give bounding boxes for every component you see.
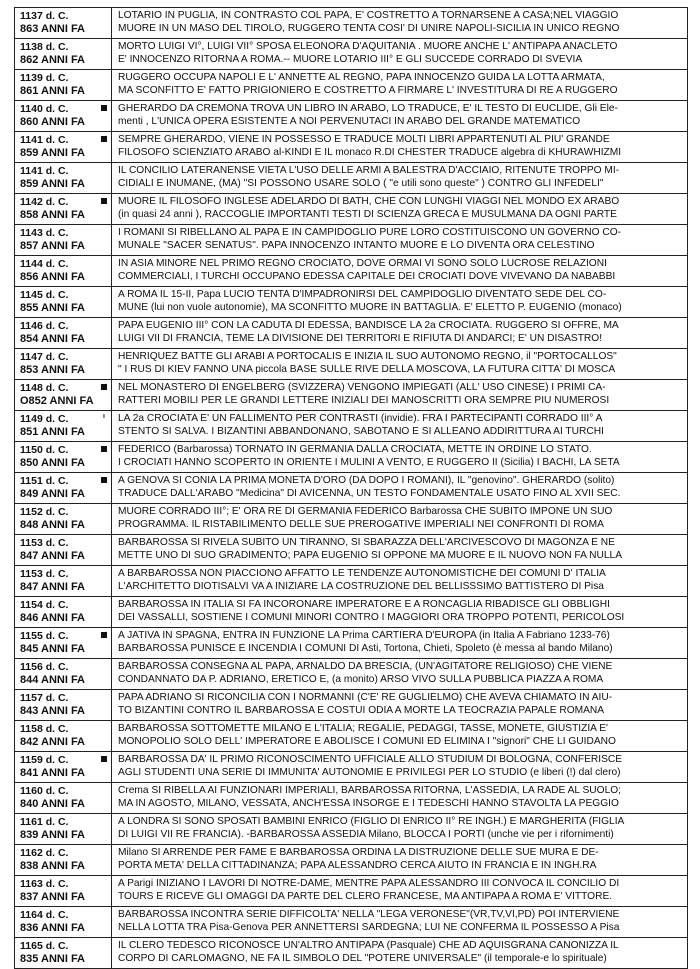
year-label: 1146 d. C. [20,320,69,332]
chronology-row [15,39,688,70]
event-text-line: A GENOVA SI CONIA LA PRIMA MONETA D'ORO (DA DOPO I ROMANI), IL "genovino". GHERARDO (solito) [118,475,615,486]
event-description [112,380,688,411]
event-text-line: " I RUS DI KIEV FANNO UNA piccola BASE SULLE RIVE DELLA MOSCOVA, LA FUTURA CITTA' DI MOSCA [118,364,616,376]
event-text-line: IL CONCILIO LATERANENSE VIETA L'USO DELLE ARMI A BALESTRA D'ACCIAIO, RITENUTE TROPPO MI- [118,165,620,176]
year-label: 1138 d. C. [20,41,69,53]
years-ago-label: 860 ANNI FA [20,116,86,128]
years-ago-label: 862 ANNI FA [20,54,86,66]
date-cell [15,473,112,504]
date-cell [15,101,112,132]
year-label: 1153 d. C. [20,568,69,580]
chronology-table [14,7,688,969]
chronology-row [15,690,688,721]
years-ago-label: 843 ANNI FA [20,705,86,717]
event-text-line: (in quasi 24 anni ), RACCOGLIE IMPORTANTI TESTI DI SCIENZA GRECA E MUSULMANA DA OGNI PARTE [118,209,617,221]
event-description [112,132,688,163]
date-cell [15,690,112,721]
event-description [112,721,688,752]
date-cell [15,411,112,442]
chronology-row [15,566,688,597]
event-description [112,287,688,318]
event-text-line: A Parigi INIZIANO I LAVORI DI NOTRE-DAME, MENTRE PAPA ALESSANDRO III CONVOCA IL CONCILIO DI [118,878,620,889]
event-text-line: COMMERCIALI, I TURCHI OCCUPANO EDESSA CAPITALE DEI CROCIATI DOVE VIVEVANO DA NABABBI [118,271,616,283]
event-text-line: MUORE IL FILOSOFO INGLESE ADELARDO DI BATH, CHE CON LUNGHI VIAGGI NEL MONDO EX ARABO [118,196,620,207]
event-text-line: IN ASIA MINORE NEL PRIMO REGNO CROCIATO, DOVE ORMAI VI SONO SOLO LUCROSE RELAZIONI [118,258,607,269]
years-ago-label: 859 ANNI FA [20,147,86,159]
event-text-line: NELLA LOTTA TRA Pisa-Genova PER ANNETTERSI SARDEGNA; LUI NE CONFERMA IL POSSESSO A Pisa [118,922,620,934]
years-ago-label: 836 ANNI FA [20,922,86,934]
event-text-line: Milano SI ARRENDE PER FAME E BARBAROSSA ORDINA LA DISTRUZIONE DELLE SUE MURA E DE- [118,847,599,858]
event-text-line: MA IN AGOSTO, MILANO, VESSATA, ANCH'ESSA INSORGE E I TEDESCHI HANNO STAVOLTA LA PEGGIO [118,798,619,810]
chronology-row [15,721,688,752]
year-label: 1156 d. C. [20,661,69,673]
event-description [112,504,688,535]
event-text-line: STENTO SI SALVA. I BIZANTINI ABBANDONANO, SABOTANO E SI ALLEANO ADDIRITTURA AI TURCHI [118,426,604,438]
chronology-row [15,876,688,907]
year-label: 1143 d. C. [20,227,69,239]
square-bullet-icon [101,198,107,204]
years-ago-label: 839 ANNI FA [20,829,86,841]
event-description [112,752,688,783]
event-text-line: BARBAROSSA SOTTOMETTE MILANO E L'ITALIA; REGALIE, PEDAGGI, TASSE, MONETE, GIUSTIZIA E' [118,723,608,734]
date-cell [15,752,112,783]
chronology-row [15,225,688,256]
event-description [112,8,688,39]
date-cell [15,318,112,349]
chronology-row [15,287,688,318]
event-text-line: MA SCONFITTO E' FATTO PRIGIONIERO E COSTRETTO A FIRMARE L' INVESTITURA DI RE A RUGGERO [118,85,618,97]
year-label: 1152 d. C. [20,506,69,518]
years-ago-label: 850 ANNI FA [20,457,86,469]
date-cell [15,8,112,39]
years-ago-label: 842 ANNI FA [20,736,86,748]
event-description [112,163,688,194]
event-description [112,194,688,225]
event-text-line: AGLI STUDENTI UNA SERIE DI IMMUNITA' AUTONOMIE E PRIVILEGI PER LO STUDIO (e liberi (!) dal clero) [118,767,621,779]
event-text-line: I ROMANI SI RIBELLANO AL PAPA E IN CAMPIDOGLIO PURE LORO COSTITUISCONO UN GOVERNO CO- [118,227,622,238]
event-description [112,783,688,814]
chronology-row [15,628,688,659]
years-ago-label: 847 ANNI FA [20,581,86,593]
year-label: 1141 d. C. [20,134,69,146]
date-cell [15,225,112,256]
event-text-line: E' INNOCENZO RITORNA A ROMA.-- MUORE LOTARIO III° E GLI SUCCEDE CORRADO DI SVEVIA [118,54,583,66]
year-label: 1145 d. C. [20,289,69,301]
chronology-row [15,938,688,969]
year-label: 1148 d. C. [20,382,69,394]
event-description [112,597,688,628]
event-description [112,256,688,287]
chronology-row [15,411,688,442]
years-ago-label: 853 ANNI FA [20,364,86,376]
square-bullet-icon [101,105,107,111]
square-bullet-icon [101,446,107,452]
years-ago-label: 861 ANNI FA [20,85,86,97]
event-text-line: FEDERICO (Barbarossa) TORNATO IN GERMANIA DALLA CROCIATA, METTE IN ORDINE LO STATO. [118,444,592,455]
years-ago-label: 845 ANNI FA [20,643,86,655]
event-description [112,535,688,566]
event-description [112,411,688,442]
event-text-line: MUNALE "SACER SENATUS". PAPA INNOCENZO INTANTO MUORE E LO DIVENTA ORA CELESTINO [118,240,595,252]
date-cell [15,628,112,659]
year-label: 1137 d. C. [20,10,69,22]
event-text-line: CORPO DI CARLOMAGNO, NE FA IL SIMBOLO DEL "POTERE UNIVERSALE" (il temporale-e lo spirituale) [118,953,607,965]
event-text-line: TRADUCE DALL'ARABO "Medicina" DI AVICENNA, UN TESTO FONDAMENTALE USATO FINO AL XVII SEC. [118,488,621,500]
chronology-rows [15,8,688,969]
year-label: 1144 d. C. [20,258,69,270]
event-description [112,101,688,132]
event-text-line: PAPA EUGENIO III° CON LA CADUTA DI EDESSA, BANDISCE LA 2a CROCIATA. RUGGERO SI OFFRE, MA [118,320,619,331]
event-text-line: PAPA ADRIANO SI RICONCILIA CON I NORMANNI (C'E' RE GUGLIELMO) CHE AVEVA CHIAMATO IN AIU- [118,692,613,703]
year-label: 1153 d. C. [20,537,69,549]
year-label: 1139 d. C. [20,72,69,84]
event-text-line: A LONDRA SI SONO SPOSATI BAMBINI ENRICO (FIGLIO DI ENRICO II° RE INGH.) E MARGHERITA (FIGLIA [118,816,625,827]
event-text-line: NEL MONASTERO DI ENGELBERG (SVIZZERA) VENGONO IMPIEGATI (ALL' USO CINESE) I PRIMI CA- [118,382,606,393]
event-description [112,690,688,721]
square-bullet-icon [101,384,107,390]
date-cell [15,597,112,628]
event-text-line: MUORE IN UN MASO DEL TIROLO, RUGGERO TENTA COSI' DI UNIRE NAPOLI-SICILIA IN UNICO REGNO [118,23,620,35]
event-text-line: Crema SI RIBELLA AI FUNZIONARI IMPERIALI, BARBAROSSA RITORNA, L'ASSEDIA, LA RADE AL SUOLO; [118,785,621,796]
event-description [112,70,688,101]
square-bullet-icon [101,632,107,638]
date-cell [15,907,112,938]
year-label: 1147 d. C. [20,351,69,363]
chronology-row [15,256,688,287]
date-cell [15,194,112,225]
event-text-line: DI LUIGI VII RE FRANCIA). -BARBAROSSA ASSEDIA Milano, BLOCCA I PORTI (unche vie per i rifornimenti) [118,829,614,841]
event-text-line: I CROCIATI HANNO SCOPERTO IN ORIENTE I MULINI A VENTO, E RUGGERO II (Sicilia) I BACHI, LA SETA [118,457,620,469]
event-text-line: MUNE (lui non vuole autonomie), MA SCONFITTO MUORE IN BATTAGLIA. E' ELETTO P. EUGENIO (monaco) [118,302,622,314]
chronology-row [15,907,688,938]
years-ago-label: 857 ANNI FA [20,240,86,252]
year-label: 1154 d. C. [20,599,69,611]
event-text-line: LOTARIO IN PUGLIA, IN CONTRASTO COL PAPA, E' COSTRETTO A TORNARSENE A CASA;NEL VIAGGIO [118,10,619,21]
year-label: 1162 d. C. [20,847,69,859]
event-text-line: IL CLERO TEDESCO RICONOSCE UN'ALTRO ANTIPAPA (Pasquale) CHE AD AQUISGRANA CANONIZZA IL [118,940,619,951]
years-ago-label: 863 ANNI FA [20,23,86,35]
year-label: 1163 d. C. [20,878,69,890]
event-text-line: LUIGI VII DI FRANCIA, TEME LA DIVISIONE DEI TERRITORI E RIFIUTA DI ANDARCI; E' UN DISASTRO! [118,333,603,345]
years-ago-label: 854 ANNI FA [20,333,86,345]
year-label: 1141 d. C. [20,165,69,177]
event-description [112,349,688,380]
years-ago-label: 837 ANNI FA [20,891,86,903]
square-bullet-icon [101,756,107,762]
chronology-row [15,659,688,690]
year-label: 1142 d. C. [20,196,69,208]
years-ago-label: 856 ANNI FA [20,271,86,283]
square-bullet-icon [101,136,107,142]
date-cell [15,349,112,380]
year-label: 1150 d. C. [20,444,69,456]
event-text-line: A BARBAROSSA NON PIACCIONO AFFATTO LE TENDENZE AUTONOMISTICHE DEI COMUNI D' ITALIA [118,568,606,579]
event-text-line: TO BIZANTINI CONTRO IL BARBAROSSA E COSTUI ODIA A MORTE LA TEOCRAZIA PAPALE ROMANA [118,705,605,717]
event-text-line: L'ARCHITETTO DIOTISALVI VA A INIZIARE LA COSTRUZIONE DEL BELLISSSIMO BATTISTERO DI Pisa [118,581,604,593]
date-cell [15,876,112,907]
event-text-line: DEI VASSALLI, SOSTIENE I COMUNI MINORI CONTRO I MAGGIORI ORA TROPPO POTENTI, PERICOLOSI [118,612,625,624]
chronology-row [15,101,688,132]
chronology-row [15,70,688,101]
event-text-line: BARBAROSSA PUNISCE E INCENDIA I COMUNI DI Asti, Tortona, Chieti, Spoleto (è messa al bando Milano) [118,643,613,655]
event-description [112,814,688,845]
date-cell [15,39,112,70]
event-text-line: PORTA META' DELLA CITTADINANZA; PAPA ALESSANDRO CERCA AIUTO IN FRANCIA E IN INGH.RA [118,860,597,872]
event-description [112,39,688,70]
chronology-row [15,752,688,783]
date-cell [15,783,112,814]
event-description [112,225,688,256]
event-description [112,628,688,659]
years-ago-label: 848 ANNI FA [20,519,86,531]
years-ago-label: 847 ANNI FA [20,550,86,562]
chronology-row [15,535,688,566]
date-cell [15,938,112,969]
year-label: 1165 d. C. [20,940,69,952]
year-label: 1149 d. C. [20,413,69,425]
date-cell [15,535,112,566]
event-text-line: MONOPOLIO SOLO DELL' IMPERATORE E ABOLISCE I COMUNI ED ELIMINA I "signori" CHE LI GUIDANO [118,736,616,748]
date-cell [15,845,112,876]
event-text-line: MORTO LUIGI VI°, LUIGI VII° SPOSA ELEONORA D'AQUITANIA . MUORE ANCHE L' ANTIPAPA ANACLETO [118,41,618,52]
event-description [112,907,688,938]
event-description [112,442,688,473]
chronology-row [15,8,688,39]
square-bullet-icon [101,477,107,483]
chronology-row [15,783,688,814]
year-label: 1140 d. C. [20,103,69,115]
event-description [112,845,688,876]
event-text-line: menti , L'UNICA OPERA ESISTENTE A NOI PERVENUTACI IN ARABO DEL GRANDE MATEMATICO [118,116,581,128]
event-description [112,659,688,690]
date-cell [15,287,112,318]
year-label: 1160 d. C. [20,785,69,797]
event-text-line: MUORE CORRADO III°; E' ORA RE DI GERMANIA FEDERICO Barbarossa CHE SUBITO IMPONE UN SUO [118,506,613,517]
date-cell [15,659,112,690]
event-text-line: BARBAROSSA CONSEGNA AL PAPA, ARNALDO DA BRESCIA, (UN'AGITATORE RELIGIOSO) CHE VIENE [118,661,613,672]
year-label: 1159 d. C. [20,754,69,766]
event-text-line: RATTERI MOBILI PER LE GRANDI LETTERE INIZIALI DEI MANOSCRITTI ORA SEMPRE PIU NUMEROSI [118,395,610,407]
years-ago-label: 841 ANNI FA [20,767,86,779]
year-label: 1161 d. C. [20,816,69,828]
event-description [112,938,688,969]
years-ago-label: 846 ANNI FA [20,612,86,624]
date-cell [15,814,112,845]
years-ago-label: 858 ANNI FA [20,209,86,221]
date-cell [15,163,112,194]
event-text-line: PROGRAMMA. IL RISTABILIMENTO DELLE SUE PREROGATIVE IMPERIALI NEI CONFRONTI DI ROMA [118,519,604,531]
event-description [112,318,688,349]
chronology-row [15,163,688,194]
date-cell [15,70,112,101]
chronology-row [15,442,688,473]
event-text-line: METTE UNO DI SUO GRADIMENTO; PAPA EUGENIO SI OPPONE MA MUORE E IL NUOVO NON FA NULLA [118,550,622,562]
years-ago-label: 851 ANNI FA [20,426,86,438]
years-ago-label: 844 ANNI FA [20,674,86,686]
event-text-line: RUGGERO OCCUPA NAPOLI E L' ANNETTE AL REGNO, PAPA INNOCENZO GUIDA LA LOTTA ARMATA, [118,72,605,83]
date-cell [15,504,112,535]
event-text-line: CIDIALI E INUMANE, (MA) "SI POSSONO USARE SOLO ( "e utili sono queste" ) CONTRO GLI INFEDELI" [118,178,604,190]
event-text-line: A JATIVA IN SPAGNA, ENTRA IN FUNZIONE LA Prima CARTIERA D'EUROPA (in Italia A Fabriano 1233-76) [118,630,610,641]
chronology-row [15,597,688,628]
tick-mark-icon: ı [103,413,105,420]
date-cell [15,256,112,287]
years-ago-label: 840 ANNI FA [20,798,86,810]
event-description [112,566,688,597]
event-text-line: CONDANNATO DA P. ADRIANO, ERETICO E, (a monito) ARSO VIVO SULLA PUBBLICA PIAZZA A ROMA [118,674,604,686]
event-text-line: SEMPRE GHERARDO, VIENE IN POSSESSO E TRADUCE MOLTI LIBRI APPARTENUTI AL PIU' GRANDE [118,134,610,145]
chronology-row [15,380,688,411]
chronology-row [15,845,688,876]
date-cell [15,132,112,163]
chronology-row [15,814,688,845]
event-text-line: LA 2a CROCIATA E' UN FALLIMENTO PER CONTRASTI (invidie). FRA I PARTECIPANTI CORRADO III° A [118,413,603,424]
year-label: 1158 d. C. [20,723,69,735]
years-ago-label: 859 ANNI FA [20,178,86,190]
year-label: 1157 d. C. [20,692,69,704]
chronology-row [15,318,688,349]
event-text-line: HENRIQUEZ BATTE GLI ARABI A PORTOCALIS E INIZIA IL SUO AUTONOMO REGNO, il "PORTOCALLOS" [118,351,617,362]
years-ago-label: 838 ANNI FA [20,860,86,872]
year-label: 1164 d. C. [20,909,69,921]
event-text-line: FILOSOFO SCIENZIATO ARABO al-KINDI E IL monaco R.DI CHESTER TRADUCE algebra di KHURAWHIZMI [118,147,622,159]
date-cell [15,566,112,597]
chronology-row [15,473,688,504]
event-description [112,473,688,504]
event-text-line: A ROMA IL 15-II, Papa LUCIO TENTA D'IMPADRONIRSI DEL CAMPIDOGLIO DIVENTATO SEDE DEL CO- [118,289,607,300]
chronology-row [15,349,688,380]
years-ago-label: 835 ANNI FA [20,953,86,965]
years-ago-label: 855 ANNI FA [20,302,86,314]
year-label: 1155 d. C. [20,630,69,642]
event-text-line: TOURS E RICEVE GLI OMAGGI DA PARTE DEL CLERO FRANCESE, MA ANTIPAPA A ROMA E' VITTORE. [118,891,613,903]
date-cell [15,721,112,752]
event-text-line: GHERARDO DA CREMONA TROVA UN LIBRO IN ARABO, LO TRADUCE, E' IL TESTO DI EUCLIDE, Gli Ele- [118,103,618,114]
year-label: 1151 d. C. [20,475,69,487]
date-cell [15,442,112,473]
date-cell [15,380,112,411]
event-text-line: BARBAROSSA SI RIVELA SUBITO UN TIRANNO, SI SBARAZZA DELL'ARCIVESCOVO DI MAGONZA E NE [118,537,615,548]
chronology-row [15,504,688,535]
event-description [112,876,688,907]
event-text-line: BARBAROSSA IN ITALIA SI FA INCORONARE IMPERATORE E A RONCAGLIA RIBADISCE GLI OBBLIGHI [118,599,610,610]
years-ago-label: O852 ANNI FA [20,395,94,407]
event-text-line: BARBAROSSA DA' IL PRIMO RICONOSCIMENTO UFFICIALE ALLO STUDIUM DI BOLOGNA, CONFERISCE [118,754,623,765]
event-text-line: BARBAROSSA INCONTRA SERIE DIFFICOLTA' NELLA "LEGA VERONESE"(VR,TV,VI,PD) POI INTERVIENE [118,909,620,920]
years-ago-label: 849 ANNI FA [20,488,86,500]
chronology-row [15,194,688,225]
chronology-row [15,132,688,163]
